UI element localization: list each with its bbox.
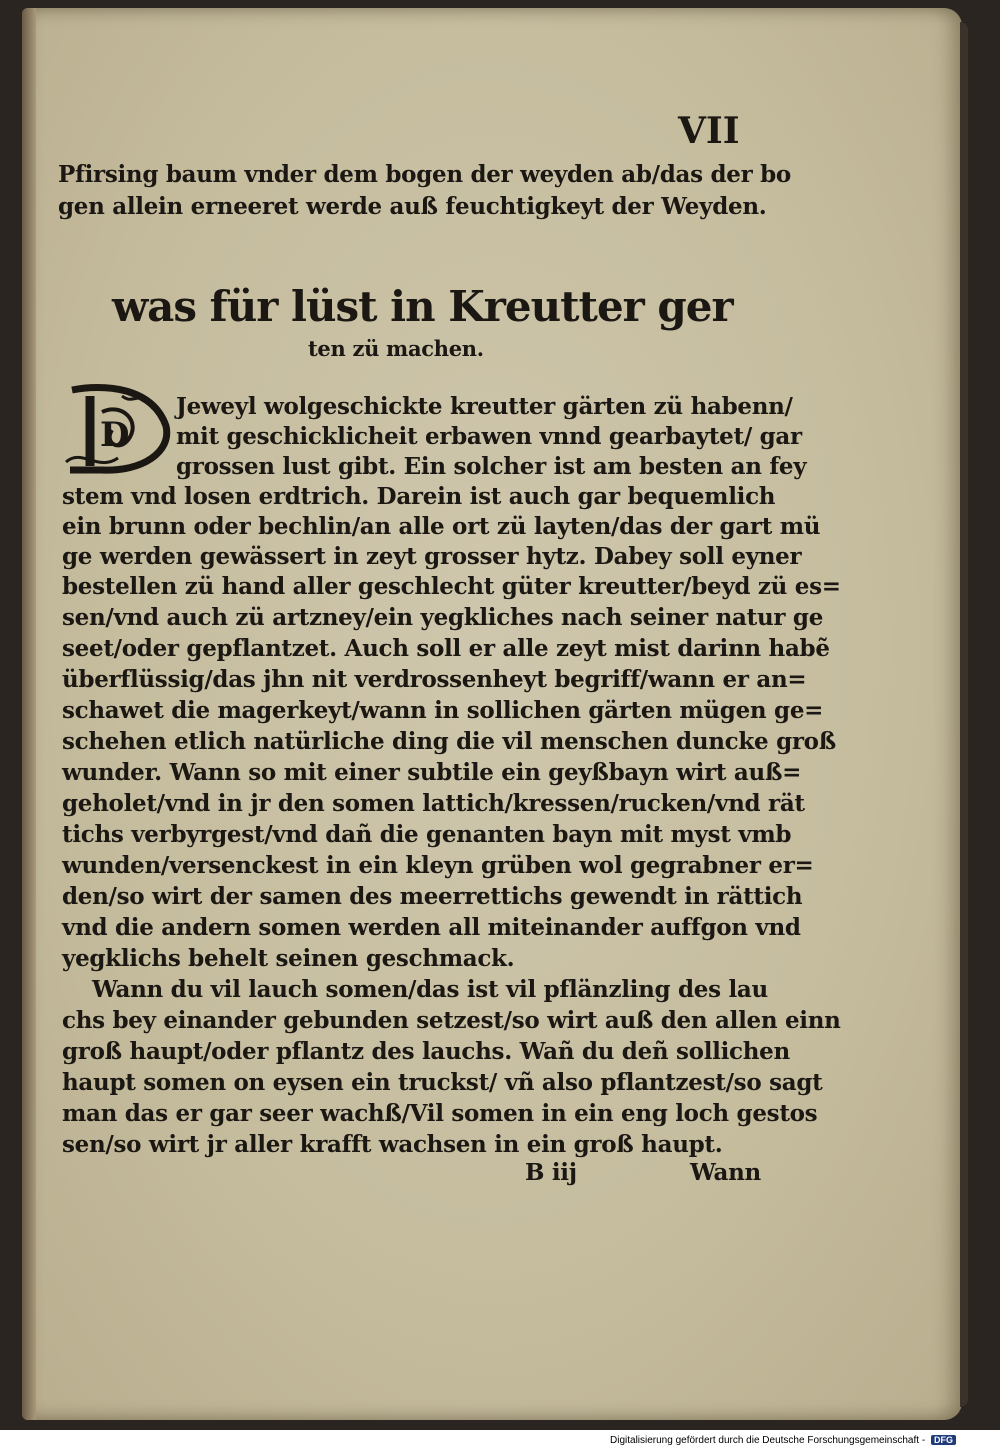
body-line-12: schehen etlich natürliche ding die vil menschen duncke groß (62, 728, 836, 755)
catchword: Wann (690, 1159, 761, 1186)
body-line-9: seet/oder gepflantzet. Auch soll er alle zeyt mist darinn habẽ (62, 635, 830, 662)
page-spine (22, 8, 36, 1420)
body-line-19: yegklichs behelt seinen geschmack. (62, 945, 515, 972)
body-line-2: mit geschicklicheit erbawen vnnd gearbaytet/ gar (176, 423, 802, 450)
body-line-6: ge werden gewässert in zeyt grosser hytz. Dabey soll eyner (62, 543, 802, 570)
top-line-2: gen allein erneeret werde auß feuchtigkeyt der Weyden. (58, 193, 767, 220)
initial-letter: D (100, 415, 130, 455)
section-heading: was für lüst in Kreutter ger (112, 282, 733, 331)
body-line-13: wunder. Wann so mit einer subtile ein geyßbayn wirt auß= (62, 759, 802, 786)
body-line-7: bestellen zü hand aller geschlecht güter kreutter/beyd zü es= (62, 573, 841, 600)
body-line-24: man das er gar seer wachß/Vil somen in ein eng loch gestos (62, 1100, 818, 1127)
body-line-8: sen/vnd auch zü artzney/ein yegkliches nach seiner natur ge (62, 604, 824, 631)
top-line-1: Pfirsing baum vnder dem bogen der weyden ab/das der bo (58, 161, 791, 188)
body-line-25: sen/so wirt jr aller krafft wachsen in ein groß haupt. (62, 1131, 723, 1158)
footer-text: Digitalisierung gefördert durch die Deutsche Forschungsgemeinschaft - (610, 1435, 926, 1446)
body-line-23: haupt somen on eysen ein truckst/ vñ also pflantzest/so sagt (62, 1069, 823, 1096)
body-line-18: vnd die andern somen werden all miteinander auffgon vnd (62, 914, 801, 941)
body-line-14: geholet/vnd in jr den somen lattich/kressen/rucken/vnd rät (62, 790, 805, 817)
signature-mark: B iij (525, 1159, 577, 1186)
body-line-11: schawet die magerkeyt/wann in sollichen gärten mügen ge= (62, 697, 824, 724)
body-line-3: grossen lust gibt. Ein solcher ist am besten an fey (176, 453, 807, 480)
body-line-5: ein brunn oder bechlin/an alle ort zü layten/das der gart mü (62, 513, 821, 540)
page-edge (960, 22, 968, 1407)
digitization-credit (610, 1435, 956, 1446)
body-line-15: tichs verbyrgest/vnd dañ die genanten bayn mit myst vmb (62, 821, 792, 848)
decorated-initial-d (62, 382, 172, 474)
section-heading-continuation: ten zü machen. (308, 336, 484, 361)
folio-number: VII (678, 110, 740, 152)
body-line-10: überflüssig/das jhn nit verdrossenheyt begriff/wann er an= (62, 666, 807, 693)
body-line-22: groß haupt/oder pflantz des lauchs. Wañ du deñ sollichen (62, 1038, 790, 1065)
body-line-4: stem vnd losen erdtrich. Darein ist auch gar bequemlich (62, 483, 776, 510)
body-line-16: wunden/versenckest in ein kleyn grüben wol gegrabner er= (62, 852, 814, 879)
body-line-20: Wann du vil lauch somen/das ist vil pflänzling des lau (92, 976, 768, 1003)
body-line-17: den/so wirt der samen des meerrettichs gewendt in rättich (62, 883, 803, 910)
body-line-21: chs bey einander gebunden setzest/so wirt auß den allen einn (62, 1007, 841, 1034)
dfg-logo-icon: DFG (931, 1435, 956, 1445)
body-line-1: Jeweyl wolgeschickte kreutter gärten zü habenn/ (176, 393, 793, 420)
